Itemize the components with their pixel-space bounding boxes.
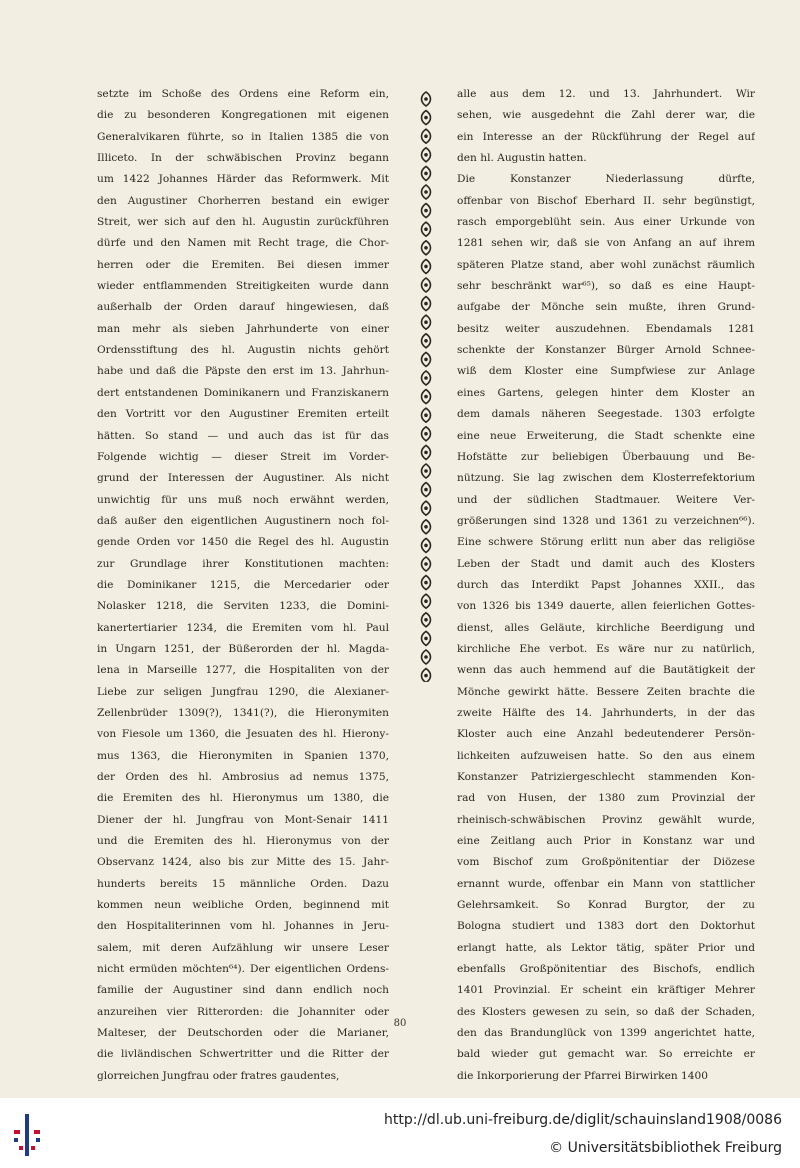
text-line: rad von Husen, der 1380 zum Provinzial der	[457, 792, 755, 805]
text-line: Illiceto. In der schwäbischen Provinz begann	[97, 152, 389, 165]
text-line: Streit, wer sich auf den hl. Augustin zurückführen	[97, 216, 389, 229]
ornament-motif	[422, 631, 431, 645]
text-line: sehr beschränkt war⁶⁵), so daß es eine Haupt-	[457, 280, 755, 293]
text-line: hätten. So stand — und auch das ist für das	[97, 429, 389, 442]
text-line: aufgabe der Mönche sein mußte, ihren Grund-	[457, 301, 755, 314]
text-line: Malteser, der Deutschorden oder die Marianer,	[97, 1027, 389, 1040]
ornament-motif	[422, 278, 431, 292]
ornament-motif	[422, 483, 431, 497]
text-line: die livländischen Schwertritter und die Ritter der	[97, 1048, 389, 1061]
text-line: späteren Platze stand, aber wohl zunächst räumlich	[457, 258, 755, 271]
ornament-motif	[422, 148, 431, 162]
source-url-link[interactable]: http://dl.ub.uni-freiburg.de/diglit/schauinsland1908/0086	[384, 1112, 782, 1128]
text-line: hunderts bereits 15 männliche Orden. Dazu	[97, 877, 389, 890]
text-line: Eine schwere Störung erlitt nun aber das religiöse	[457, 536, 755, 549]
text-line: lena in Marseille 1277, die Hospitaliten von der	[97, 664, 389, 677]
text-line: eines Gartens, gelegen hinter dem Kloster an	[457, 386, 755, 399]
ornament-motif	[422, 166, 431, 180]
text-line: wenn das auch hemmend auf die Bautätigkeit der	[457, 664, 755, 677]
text-line: besitz weiter auszudehnen. Ebendamals 1281	[457, 322, 755, 335]
text-line: daß außer den eigentlichen Augustinern noch fol-	[97, 514, 389, 527]
text-line: Generalvikaren führte, so in Italien 1385 die von	[97, 130, 389, 143]
ornament-motif	[422, 520, 431, 534]
text-line: Konstanzer Patriziergeschlecht stammenden Kon-	[457, 771, 755, 783]
ornament-motif	[422, 576, 431, 590]
text-line: zweite Hälfte des 14. Jahrhunderts, in der das	[457, 706, 755, 719]
ornament-motif	[422, 222, 431, 236]
text-line: die Eremiten des hl. Hieronymus um 1380, die	[97, 792, 389, 805]
text-line: den Augustiner Chorherren bestand ein ewiger	[97, 194, 389, 207]
ornament-motif	[422, 390, 431, 404]
text-line: dert entstandenen Dominikanern und Franziskanern	[97, 386, 389, 399]
ornament-motif	[422, 613, 431, 627]
text-line: den das Brandunglück von 1399 angerichtet hatte,	[457, 1027, 755, 1040]
text-line: den Vortritt vor den Augustiner Eremiten erteilt	[97, 408, 389, 421]
text-line: Hofstätte zur beliebigen Überbauung und Be-	[457, 450, 755, 463]
ornament-motif	[422, 92, 431, 106]
ornament-motif	[422, 111, 431, 125]
text-line: 1401 Provinzial. Er scheint ein kräftiger Mehrer	[457, 984, 755, 997]
text-line: und die Eremiten des hl. Hieronymus von der	[97, 835, 389, 848]
text-line: durch das Interdikt Papst Johannes XXII., das	[457, 578, 755, 591]
text-line: setzte im Schoße des Ordens eine Reform ein,	[97, 88, 389, 100]
text-line: kommen neun weibliche Orden, beginnend mit	[97, 899, 389, 912]
text-line: vom Bischof zum Großpönitentiar der Diözese	[457, 856, 755, 869]
text-line: zur Grundlage ihrer Konstitutionen machten:	[97, 557, 389, 570]
text-line: Mönche gewirkt hätte. Bessere Zeiten brachte die	[457, 685, 755, 698]
left-text-column	[97, 84, 389, 1087]
text-line: Observanz 1424, also bis zur Mitte des 15. Jahr-	[97, 856, 389, 869]
text-line: man mehr als sieben Jahrhunderte von einer	[97, 322, 389, 335]
text-line: ein Interesse an der Rückführung der Regel auf	[457, 130, 755, 143]
text-line: wiß dem Kloster eine Sumpfwiese zur Anlage	[457, 365, 755, 378]
text-line: rheinisch-schwäbischen Provinz gewählt wurde,	[457, 813, 755, 826]
university-library-logo-icon[interactable]	[10, 1112, 44, 1158]
text-line: und der südlichen Stadtmauer. Weitere Ver-	[457, 493, 755, 506]
text-line: eine neue Erweiterung, die Stadt schenkte eine	[457, 429, 755, 442]
ornament-motif	[422, 445, 431, 459]
text-line: von 1326 bis 1349 dauerte, allen feierlichen Gottes-	[457, 600, 755, 613]
text-line: nicht ermüden möchten⁶⁴). Der eigentlichen Ordens-	[97, 963, 389, 976]
right-text-column	[457, 84, 755, 1087]
ornament-motif	[422, 538, 431, 552]
text-line: Kloster auch eine Anzahl bedeutenderer Persön-	[457, 728, 755, 741]
text-line: schenkte der Konstanzer Bürger Arnold Schnee-	[457, 344, 755, 357]
page-number: 80	[393, 1018, 407, 1029]
text-line: Die Konstanzer Niederlassung dürfte,	[457, 173, 755, 186]
ornament-motif	[422, 129, 431, 143]
ornament-motif	[422, 557, 431, 571]
text-line: außerhalb der Orden darauf hingewiesen, daß	[97, 301, 389, 314]
footer-bar	[0, 1098, 800, 1168]
text-line: ernannt wurde, offenbar ein Mann von stattlicher	[457, 877, 755, 890]
ornament-motif	[422, 352, 431, 366]
text-line: mus 1363, die Hieronymiten in Spanien 1370,	[97, 749, 389, 762]
text-line: Bologna studiert und 1383 dort den Doktorhut	[457, 920, 755, 933]
ornament-motif	[422, 315, 431, 329]
text-line: die Dominikaner 1215, die Mercedarier oder	[97, 578, 389, 591]
text-line: Diener der hl. Jungfrau von Mont-Senair 1411	[97, 813, 389, 826]
text-line: unwichtig für uns muß noch erwähnt werden,	[97, 493, 389, 506]
copyright-notice: © Universitätsbibliothek Freiburg	[549, 1140, 782, 1156]
text-line: in Ungarn 1251, der Büßerorden der hl. Magda-	[97, 642, 389, 655]
ornament-motif	[422, 594, 431, 608]
text-line: ebenfalls Großpönitentiar des Bischofs, endlich	[457, 963, 755, 976]
text-line: familie der Augustiner sind dann endlich noch	[97, 984, 389, 997]
ornament-motif	[422, 334, 431, 348]
text-line: die Inkorporierung der Pfarrei Birwirken 1400	[457, 1069, 709, 1082]
text-line: sehen, wie ausgedehnt die Zahl derer war, die	[457, 109, 755, 122]
text-line: eine Zeitlang auch Prior in Konstanz war und	[457, 835, 755, 848]
ornament-motif	[422, 501, 431, 515]
text-line: Zellenbrüder 1309(?), 1341(?), die Hieronymiten	[97, 706, 389, 719]
text-line: herren oder die Eremiten. Bei diesen immer	[97, 258, 389, 271]
ornament-motif	[422, 408, 431, 422]
text-line: lichkeiten aufzuweisen hatte. So den aus einem	[457, 749, 755, 762]
text-line: den Hospitaliterinnen vom hl. Johannes in Jeru-	[97, 920, 389, 933]
text-line: erlangt hatte, als Lektor tätig, später Prior und	[457, 941, 755, 954]
text-line: alle aus dem 12. und 13. Jahrhundert. Wir	[457, 88, 755, 100]
ornament-motif	[422, 371, 431, 385]
text-line: Liebe zur seligen Jungfrau 1290, die Alexianer-	[97, 685, 389, 698]
text-line: Nolasker 1218, die Serviten 1233, die Domini-	[97, 600, 389, 613]
text-line: Folgende wichtig — dieser Streit im Vorder-	[97, 450, 389, 463]
ornament-motif	[422, 185, 431, 199]
ornament-motif	[422, 297, 431, 311]
text-line: den hl. Augustin hatten.	[457, 152, 587, 165]
text-line: von Fiesole um 1360, die Jesuaten des hl. Hierony-	[97, 728, 389, 741]
text-line: des Klosters gewesen zu sein, so daß der Schaden,	[457, 1005, 755, 1018]
text-line: kirchliche Ehe verbot. Es wäre nur zu natürlich,	[457, 642, 755, 655]
text-line: die zu besonderen Kongregationen mit eigenen	[97, 109, 389, 122]
ornament-motif	[422, 259, 431, 273]
ornament-motif	[422, 650, 431, 664]
text-line: salem, mit deren Aufzählung wir unsere Leser	[97, 941, 389, 954]
text-line: glorreichen Jungfrau oder fratres gaudentes,	[97, 1069, 340, 1082]
text-line: grund der Interessen der Augustiner. Als nicht	[97, 472, 389, 485]
text-line: dienst, alles Geläute, kirchliche Beerdigung und	[457, 621, 755, 634]
ornament-motif	[422, 204, 431, 218]
text-line: nützung. Sie lag zwischen dem Klosterrefektorium	[457, 472, 755, 485]
ornament-motif	[422, 669, 431, 682]
text-line: anzureihen vier Ritterorden: die Johanniter oder	[97, 1005, 389, 1018]
text-line: habe und daß die Päpste den erst im 13. Jahrhun-	[97, 365, 389, 378]
text-line: gende Orden vor 1450 die Regel des hl. Augustin	[97, 536, 389, 549]
ornament-motif	[422, 427, 431, 441]
text-line: offenbar von Bischof Eberhard II. sehr begünstigt,	[457, 194, 755, 207]
vertical-ornament-divider	[418, 86, 434, 682]
text-line: wieder entflammenden Streitigkeiten wurde dann	[97, 280, 389, 293]
text-line: Ordensstiftung des hl. Augustin nichts gehört	[97, 344, 389, 357]
text-line: größerungen sind 1328 und 1361 zu verzeichnen⁶⁶).	[457, 514, 755, 527]
text-line: der Orden des hl. Ambrosius ad nemus 1375,	[97, 771, 389, 783]
text-line: bald wieder gut gemacht war. So erreichte er	[457, 1048, 755, 1061]
text-line: dem damals näheren Seegestade. 1303 erfolgte	[457, 408, 755, 421]
ornament-motif	[422, 241, 431, 255]
text-line: Leben der Stadt und damit auch des Klosters	[457, 557, 755, 570]
ornament-motif	[422, 464, 431, 478]
text-line: dürfe und den Namen mit Recht trage, die Chor-	[97, 237, 389, 250]
text-line: um 1422 Johannes Härder das Reformwerk. Mit	[97, 173, 389, 186]
text-line: rasch emporgeblüht sein. Aus einer Urkunde von	[457, 216, 755, 229]
text-line: kanertertiarier 1234, die Eremiten vom hl. Paul	[97, 621, 389, 634]
text-line: Gelehrsamkeit. So Konrad Burgtor, der zu	[457, 899, 755, 912]
text-line: 1281 sehen wir, daß sie von Anfang an auf ihrem	[457, 237, 755, 250]
